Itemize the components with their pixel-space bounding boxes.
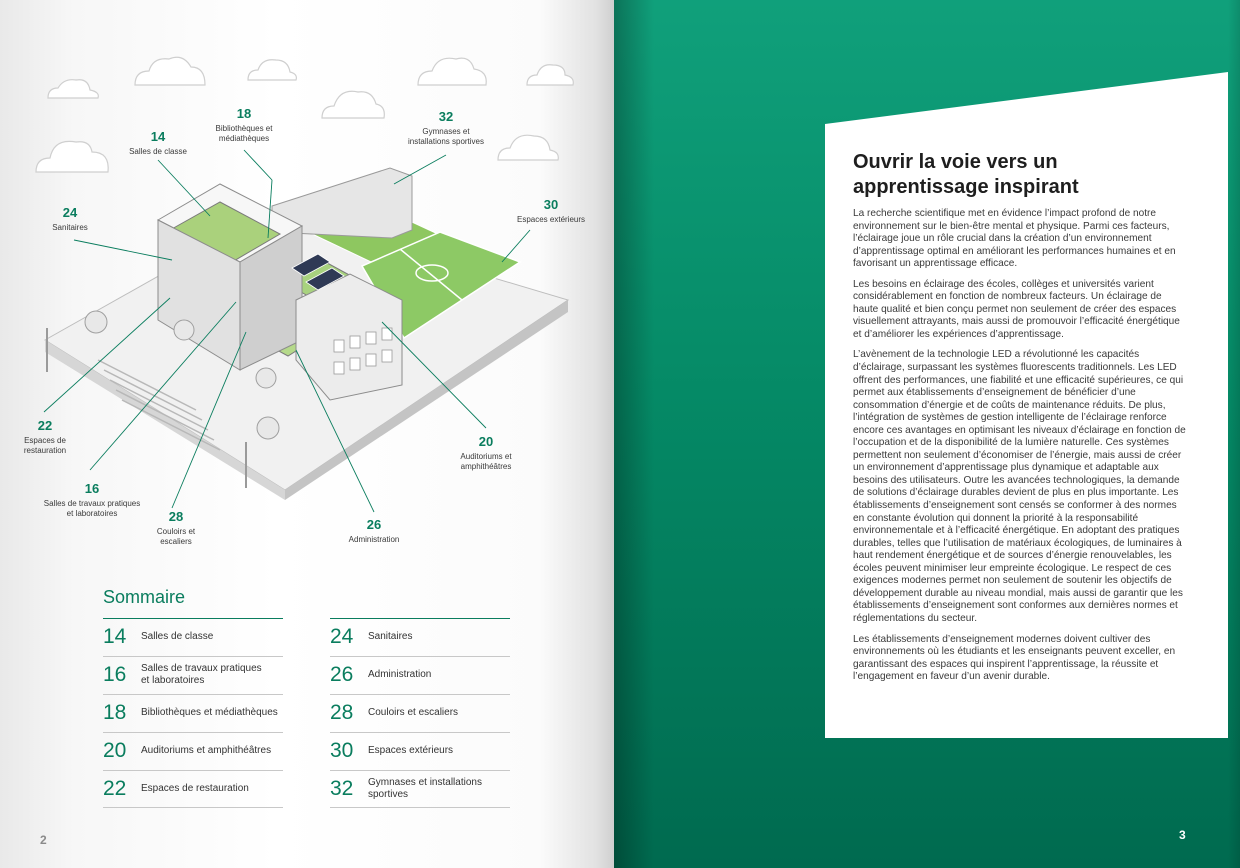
clouds	[36, 57, 573, 172]
callout-number: 28	[168, 509, 184, 524]
right-page	[614, 0, 1240, 868]
article-title: Ouvrir la voie vers un apprentissage inspirant	[853, 151, 1079, 198]
cloud	[135, 57, 205, 85]
callout-number: 20	[478, 434, 494, 449]
toc-entry[interactable]	[330, 732, 510, 770]
toc-column	[103, 618, 283, 808]
callout-number: 14	[150, 129, 166, 144]
callout-label: Salles de travaux pratiques et laboratoires	[43, 499, 141, 518]
toc-entry[interactable]	[103, 618, 283, 656]
toc-entry-page: 16	[103, 663, 127, 686]
callout-auditoriums	[446, 434, 526, 472]
toc-entry[interactable]	[330, 694, 510, 732]
callout-label: Bibliothèques et médiathèques	[215, 124, 273, 143]
callout-travaux-pratiques	[40, 481, 144, 519]
toc-entry-label: Salles de travaux pratiques et laboratoires	[141, 663, 262, 686]
callout-couloirs	[150, 509, 202, 547]
callout-label: Salles de classe	[129, 147, 187, 156]
cloud	[248, 60, 296, 80]
toc-entry[interactable]	[103, 732, 283, 770]
toc-entry-page: 24	[330, 625, 354, 648]
toc-entry-label: Gymnases et installations sportives	[368, 777, 482, 800]
toc-entry[interactable]	[330, 656, 510, 694]
toc-entry-page: 22	[103, 777, 127, 800]
callout-espaces-exterieurs	[510, 197, 592, 225]
toc-entry[interactable]	[103, 656, 283, 694]
toc-entry-page: 18	[103, 701, 127, 724]
callout-bibliotheques	[208, 106, 280, 144]
callout-number: 18	[236, 106, 252, 121]
toc-entry-label: Auditoriums et amphithéâtres	[141, 745, 272, 756]
left-page	[0, 0, 614, 868]
callout-label: Espaces de restauration	[23, 436, 67, 455]
callout-gymnases	[404, 109, 488, 147]
callout-number: 26	[366, 517, 382, 532]
page-number-right: 3	[1179, 828, 1186, 842]
toc-entry-page: 30	[330, 739, 354, 762]
cloud	[48, 80, 98, 98]
article-paragraph: La recherche scientifique met en évidence l’impact profond de notre environnement sur le bien-être mental et physique. Parmi ces facteurs, l’éclairage joue un rôle crucial dans la création d’un environnement d’apprentissage optimal en améliorant les performances humaines et en favorisant un apprentissage efficace.	[853, 208, 1176, 270]
callout-number: 24	[62, 205, 78, 220]
toc-entry-label: Sanitaires	[368, 631, 413, 642]
cloud	[322, 91, 384, 118]
cloud	[36, 141, 108, 172]
article-paragraph: Les établissements d’enseignement modernes doivent cultiver des environnements où les étudiants et les enseignants peuvent exceller, en garantissant des espaces qui inspirent l’apprentissage, la réussite et l’engagement en faveur d’un avenir durable.	[853, 633, 1176, 683]
callout-label: Sanitaires	[52, 223, 88, 232]
article-body	[853, 208, 1187, 692]
toc-entry-label: Bibliothèques et médiathèques	[141, 707, 278, 718]
toc-entry[interactable]	[103, 694, 283, 732]
toc-entry-label: Espaces extérieurs	[368, 745, 454, 756]
callout-number: 16	[84, 481, 100, 496]
article-paragraph: L’avènement de la technologie LED a révolutionné les capacités d’éclairage, surpassant les systèmes fluorescents traditionnels. Les LED offrent des performances, une fiabilité et une efficacité supérieures, ce qui permet aux établissements d’enseignement de bénéficier d’une consommation d’énergie et de coûts de maintenance réduits. De plus, l’intégration de systèmes de gestion intelligente de l’éclairage renforce encore ces avantages en optimisant les niveaux d’éclairage en fonction de l’occupation et de la disponibilité de la lumière naturelle. Ces systèmes permettent non seulement d’économiser de l’énergie, mais aussi de créer un environnement d’apprentissage plus dynamique et adaptable aux besoins des utilisateurs. Outre les avancées technologiques, la demande de solutions d’éclairage durables devient de plus en plus importante. Les établissements d’enseignement sont censés se conformer à des normes en constante évolution qui donnent la priorité à la responsabilité environnementale et à l’efficacité énergétique. En adoptant des pratiques durables, telles que l’utilisation de matériaux écologiques, de luminaires à haut rendement énergétique et de sources d’énergie renouvelables, les écoles peuvent minimiser leur empreinte écologique. Le respect de ces exigences modernes permet non seulement de soutenir les objectifs de développement durable au niveau mondial, mais aussi de garantir que les établissements d’enseignement sont conformes aux dernières normes et réglementations du secteur.	[853, 349, 1186, 624]
callout-label: Espaces extérieurs	[516, 215, 586, 224]
cloud	[527, 65, 573, 85]
toc-entry-page: 20	[103, 739, 127, 762]
toc-entry-label: Couloirs et escaliers	[368, 707, 459, 718]
toc-entry-label: Salles de classe	[141, 631, 214, 642]
callout-administration	[340, 517, 408, 545]
callout-sanitaires	[40, 205, 100, 233]
toc-entry[interactable]	[330, 770, 510, 808]
toc-column	[330, 618, 510, 808]
callout-label: Administration	[348, 535, 400, 544]
cloud	[498, 135, 558, 160]
callout-label: Gymnases et installations sportives	[407, 127, 485, 146]
callout-number: 22	[37, 418, 53, 433]
callout-label: Couloirs et escaliers	[156, 527, 196, 546]
toc-entry-page: 28	[330, 701, 354, 724]
page-number-left: 2	[40, 833, 47, 847]
page-edge-shadow	[1228, 0, 1240, 868]
toc-entry-page: 32	[330, 777, 354, 800]
toc-entry-label: Administration	[368, 669, 432, 680]
toc-entry-label: Espaces de restauration	[141, 783, 249, 794]
toc-entry-page: 14	[103, 625, 127, 648]
callout-label: Auditoriums et amphithéâtres	[460, 452, 512, 471]
callout-espaces-de-restauration	[14, 418, 76, 456]
toc-entry[interactable]	[103, 770, 283, 808]
callout-number: 30	[543, 197, 559, 212]
article-paragraph: Les besoins en éclairage des écoles, collèges et universités varient considérablement en fonction de nombreux facteurs. Un éclairage de haute qualité et bien conçu permet non seulement de créer des espaces visuellement attrayants, mais aussi de promouvoir l’efficacité énergétique et d’améliorer les expériences d’apprentissage.	[853, 278, 1180, 340]
callout-number: 32	[438, 109, 454, 124]
callout-salles-de-classe	[118, 129, 198, 157]
cloud	[418, 58, 486, 85]
toc-entry-page: 26	[330, 663, 354, 686]
toc-title: Sommaire	[103, 587, 186, 607]
toc-entry[interactable]	[330, 618, 510, 656]
